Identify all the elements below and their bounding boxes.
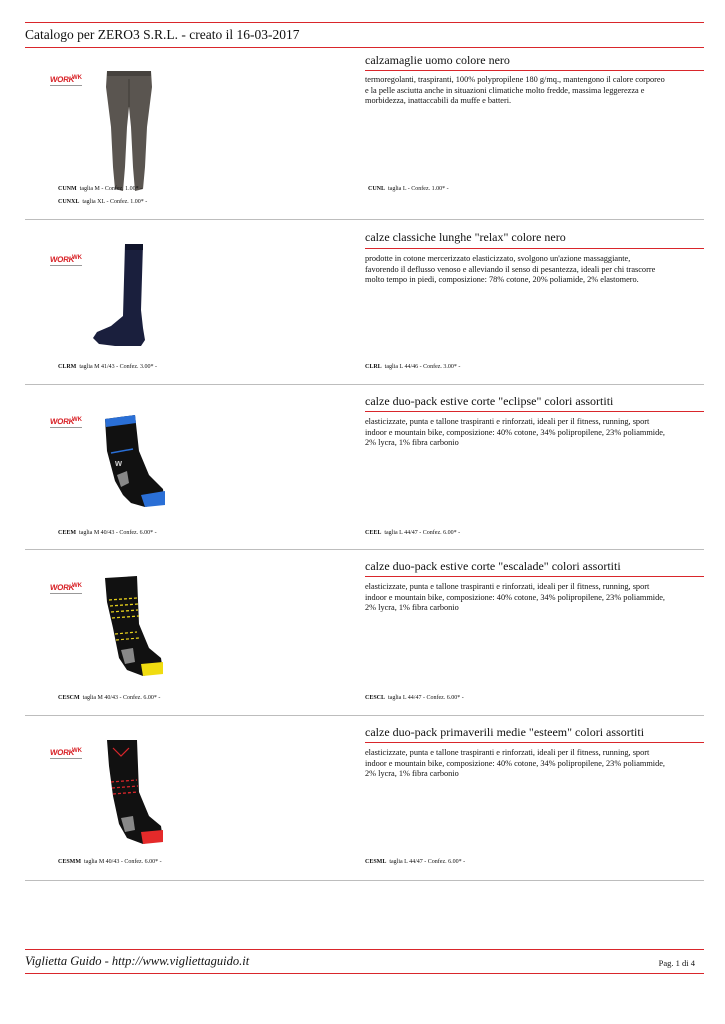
variant-item: CUNXL taglia XL - Confez. 1.00* - [58,199,148,205]
footer-author-link[interactable]: Viglietta Guido - http://www.viglietta​guido.it [25,954,250,968]
variant-item: CEEL taglia L 44/47 - Confez. 6.00* - [365,530,461,536]
esteem-sock-image [93,736,173,851]
product-title: calzamaglie uomo colore nero [365,53,510,67]
product-description: prodotte in cotone mercerizzato elasticizzato, svolgono un'azione massaggiante, favorendo il deflusso venoso e alleviando il senso di pesantezza, ideali per chi trascorre molto tempo in piedi, composizione: 78% cotone, 20% poliamide, 2% elastomero. [365,254,656,285]
product-divider [25,880,704,881]
title-rule [365,248,704,249]
product-item [25,47,704,220]
product-item [25,716,704,880]
title-rule [365,70,704,71]
product-description: elasticizzate, punta e tallone traspiranti e rinforzati, ideali per il fitness, running, sport indoor e mountain bike, composizione: 40% cotone, 34% polipropilene, 23% poliammide, 2% lycra, 1% fibra carbonio [365,748,666,779]
title-rule [365,576,704,577]
brand-logo: WORK WK [49,255,82,264]
leggings-image [85,67,175,197]
title-rule [365,411,704,412]
product-title: calze duo-pack estive corte "eclipse" colori assortiti [365,394,614,408]
footer-bottom-rule [25,973,704,974]
product-description: elasticizzate, punta e tallone traspiranti e rinforzati, ideali per il fitness, running, sport indoor e mountain bike, composizione: 40% cotone, 34% polipropilene, 23% poliammide, 2% lycra, 1% fibra carbonio [365,582,666,613]
product-description: termoregolanti, traspiranti, 100% polypropilene 180 g/mq., mantengono il calore corporeo e la pelle asciutta anche in situazioni climatiche molto fredde, massima leggerezza e morbidezza, inattaccabili da muffe e batteri. [365,75,665,106]
variant-item: CUNL taglia L - Confez. 1.00* - [368,186,449,192]
variant-item: CESML taglia L 44/47 - Confez. 6.00* - [365,859,466,865]
product-item [25,220,704,384]
long-sock-image [85,240,175,365]
brand-logo: WORK WK [49,583,82,592]
footer-top-rule [25,949,704,950]
variant-item: CEEM taglia M 40/43 - Confez. 6.00* - [58,530,157,536]
variant-item: CUNM taglia M - Confez. 1.00* - [58,186,143,192]
escalade-sock-image [93,572,173,682]
brand-logo: WORK WK [49,748,82,757]
brand-logo: WORK WK [49,417,82,426]
title-rule [365,742,704,743]
variant-item: CESMM taglia M 40/43 - Confez. 6.00* - [58,859,162,865]
header-top-rule [25,22,704,23]
product-description: elasticizzate, punta e tallone traspiranti e rinforzati, ideali per il fitness, running, sport indoor e mountain bike, composizione: 40% cotone, 34% polipropilene, 23% poliammide, 2% lycra, 1% fibra carbonio [365,417,666,448]
product-title: calze classiche lunghe "relax" colore nero [365,230,566,244]
product-title: calze duo-pack estive corte "escalade" colori assortiti [365,559,621,573]
page-title: Catalogo per ZERO3 S.R.L. - creato il 16-03-2017 [25,27,300,42]
product-item [25,550,704,715]
page-number: Pag. 1 di 4 [658,958,695,968]
product-title: calze duo-pack primaverili medie "esteem" colori assortiti [365,725,645,739]
variant-item: CLRM taglia M 41/43 - Confez. 3.00* - [58,364,157,370]
product-item [25,385,704,549]
variant-item: CESCM taglia M 40/43 - Confez. 6.00* - [58,695,161,701]
eclipse-sock-image [93,411,173,511]
variant-item: CLRL taglia L 44/46 - Confez. 3.00* - [365,364,461,370]
variant-item: CESCL taglia L 44/47 - Confez. 6.00* - [365,695,464,701]
svg-text:w: w [115,458,123,468]
brand-logo: WORK WK [49,75,82,84]
